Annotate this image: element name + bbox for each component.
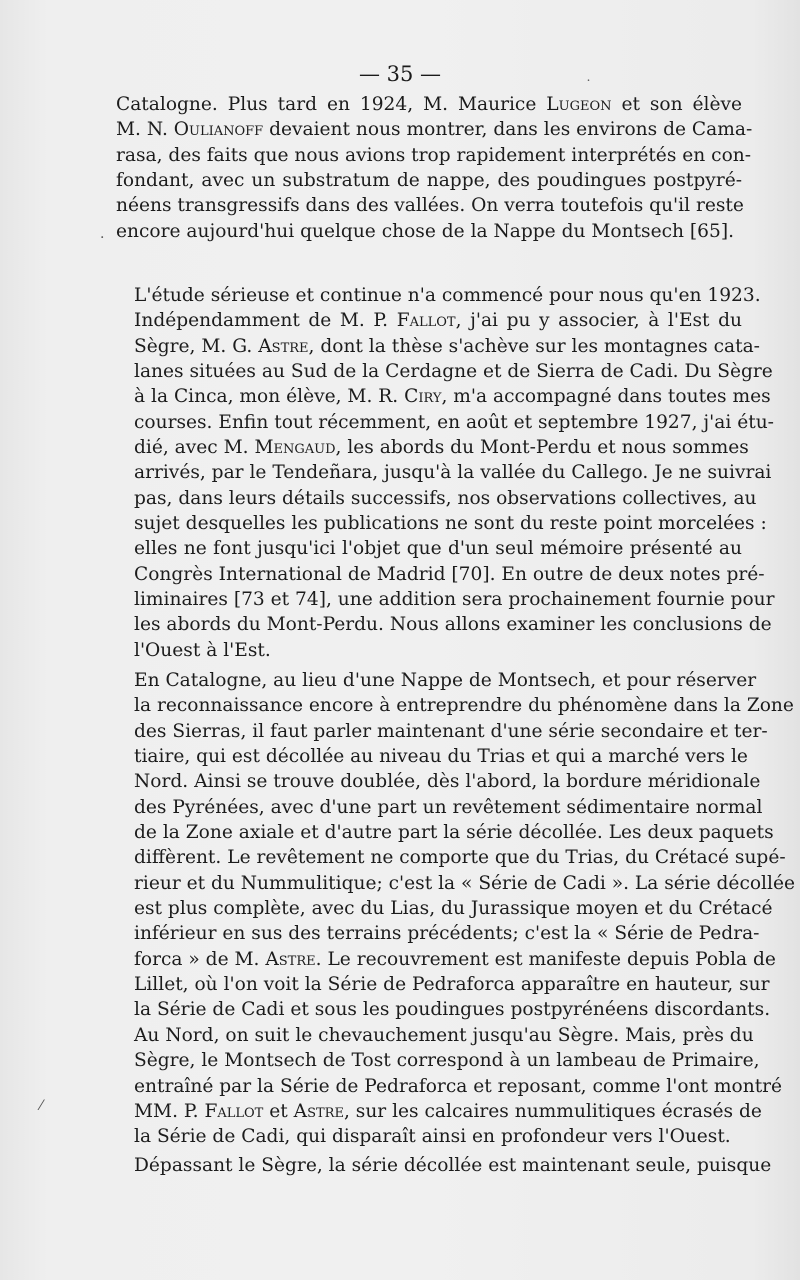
text-line: Nord. Ainsi se trouve doublée, dès l'abord, la bordure méridionale xyxy=(134,771,761,793)
margin-tick-mark: ⁄ xyxy=(40,1098,43,1114)
text-line: Indépendamment de M. P. Fallot, j'ai pu y associer, à l'Est du xyxy=(134,310,742,332)
author-name: Astre xyxy=(293,1100,344,1122)
text-line: M. N. Oulianoff devaient nous montrer, dans les environs de Cama- xyxy=(116,119,753,141)
text-line: Catalogne. Plus tard en 1924, M. Maurice Lugeon et son élève xyxy=(116,94,742,115)
text-line: néens transgressifs dans des vallées. On verra toutefois qu'il reste xyxy=(116,195,744,217)
text-line: Congrès International de Madrid [70]. En outre de deux notes pré- xyxy=(134,563,765,585)
paragraph-3 xyxy=(116,668,795,1150)
text-line: est plus complète, avec du Lias, du Jurassique moyen et du Crétacé xyxy=(134,898,773,920)
text-line: rasa, des faits que nous avions trop rapidement interprétés en con- xyxy=(116,144,752,166)
text-line: l'Ouest à l'Est. xyxy=(134,639,271,661)
author-name: Oulianoff xyxy=(173,119,264,141)
text-line: à la Cinca, mon élève, M. R. Ciry, m'a accompagné dans toutes mes xyxy=(134,386,771,408)
text-line: Lillet, où l'on voit la Série de Pedraforca apparaître en hauteur, sur xyxy=(134,974,770,996)
text-line: En Catalogne, au lieu d'une Nappe de Montsech, et pour réserver xyxy=(134,670,757,691)
text-line: sujet desquelles les publications ne sont du reste point morcelées : xyxy=(134,513,767,535)
author-name: Fallot xyxy=(396,310,456,332)
text-line: elles ne font jusqu'ici l'objet que d'un seul mémoire présenté au xyxy=(134,538,742,560)
paragraph-text xyxy=(116,92,753,244)
text-line: entraîné par la Série de Pedraforca et reposant, comme l'ont montré xyxy=(134,1075,783,1097)
text-line: la Série de Cadi et sous les poudingues postpyrénéens discordants. xyxy=(134,999,771,1021)
text-line: lanes situées au Sud de la Cerdagne et de Sierra de Cadi. Du Sègre xyxy=(134,361,773,383)
text-line: Sègre, M. G. Astre, dont la thèse s'achève sur les montagnes cata- xyxy=(134,335,760,357)
paragraph-4 xyxy=(116,1153,772,1178)
text-line: la reconnaissance encore à entreprendre du phénomène dans la Zone xyxy=(134,695,794,717)
author-name: Astre xyxy=(265,948,316,970)
text-line: MM. P. Fallot et Astre, sur les calcaires nummulitiques écrasés de xyxy=(134,1100,762,1122)
author-name: Fallot xyxy=(204,1100,264,1122)
text-line: tiaire, qui est décollée au niveau du Trias et qui a marché vers le xyxy=(134,746,748,768)
paragraph-text xyxy=(116,668,795,1150)
text-line: rieur et du Nummulitique; c'est la « Série de Cadi ». La série décollée xyxy=(134,872,795,894)
text-line: les abords du Mont-Perdu. Nous allons examiner les conclusions de xyxy=(134,614,772,636)
text-line: courses. Enfin tout récemment, en août et septembre 1927, j'ai étu- xyxy=(134,411,774,433)
text-line: forca » de M. Astre. Le recouvrement est manifeste depuis Pobla de xyxy=(134,948,776,970)
author-name: Lugeon xyxy=(546,94,612,115)
text-line: des Pyrénées, avec d'une part un revêtement sédimentaire normal xyxy=(134,796,763,818)
text-line: pas, dans leurs détails successifs, nos observations collectives, au xyxy=(134,487,757,509)
paragraph-text xyxy=(116,1153,772,1178)
author-name: Mengaud xyxy=(254,437,336,459)
author-name: Ciry xyxy=(404,386,442,408)
margin-speck-mark: ˙ xyxy=(585,78,592,94)
text-line: dié, avec M. Mengaud, les abords du Mont-Perdu et nous sommes xyxy=(134,437,749,459)
paragraph-text xyxy=(116,283,775,663)
text-line: Sègre, le Montsech de Tost correspond à un lambeau de Primaire, xyxy=(134,1050,760,1072)
text-line: encore aujourd'hui quelque chose de la Nappe du Montsech [65]. xyxy=(116,220,734,242)
margin-dot-mark: · xyxy=(100,230,105,246)
text-line: des Sierras, il faut parler maintenant d'une série secondaire et ter- xyxy=(134,720,768,742)
text-line: diffèrent. Le revêtement ne comporte que du Trias, du Crétacé supé- xyxy=(134,847,786,869)
text-line: arrivés, par le Tendeñara, jusqu'à la vallée du Callego. Je ne suivrai xyxy=(134,462,772,484)
page-number: — 35 — xyxy=(358,62,442,86)
text-line: fondant, avec un substratum de nappe, des poudingues postpyré- xyxy=(116,170,742,192)
text-line: liminaires [73 et 74], une addition sera prochainement fournie pour xyxy=(134,589,775,611)
text-line: de la Zone axiale et d'autre part la série décollée. Les deux paquets xyxy=(134,822,774,844)
text-line: la Série de Cadi, qui disparaît ainsi en profondeur vers l'Ouest. xyxy=(134,1126,731,1148)
paragraph-1 xyxy=(116,92,753,244)
text-line: L'étude sérieuse et continue n'a commencé pour nous qu'en 1923. xyxy=(134,285,761,306)
paragraph-2 xyxy=(116,283,775,663)
text-line: inférieur en sus des terrains précédents; c'est la « Série de Pedra- xyxy=(134,923,760,945)
text-line: Dépassant le Sègre, la série décollée est maintenant seule, puisque xyxy=(134,1155,772,1176)
text-line: Au Nord, on suit le chevauchement jusqu'au Sègre. Mais, près du xyxy=(134,1024,754,1046)
author-name: Astre xyxy=(258,335,309,357)
